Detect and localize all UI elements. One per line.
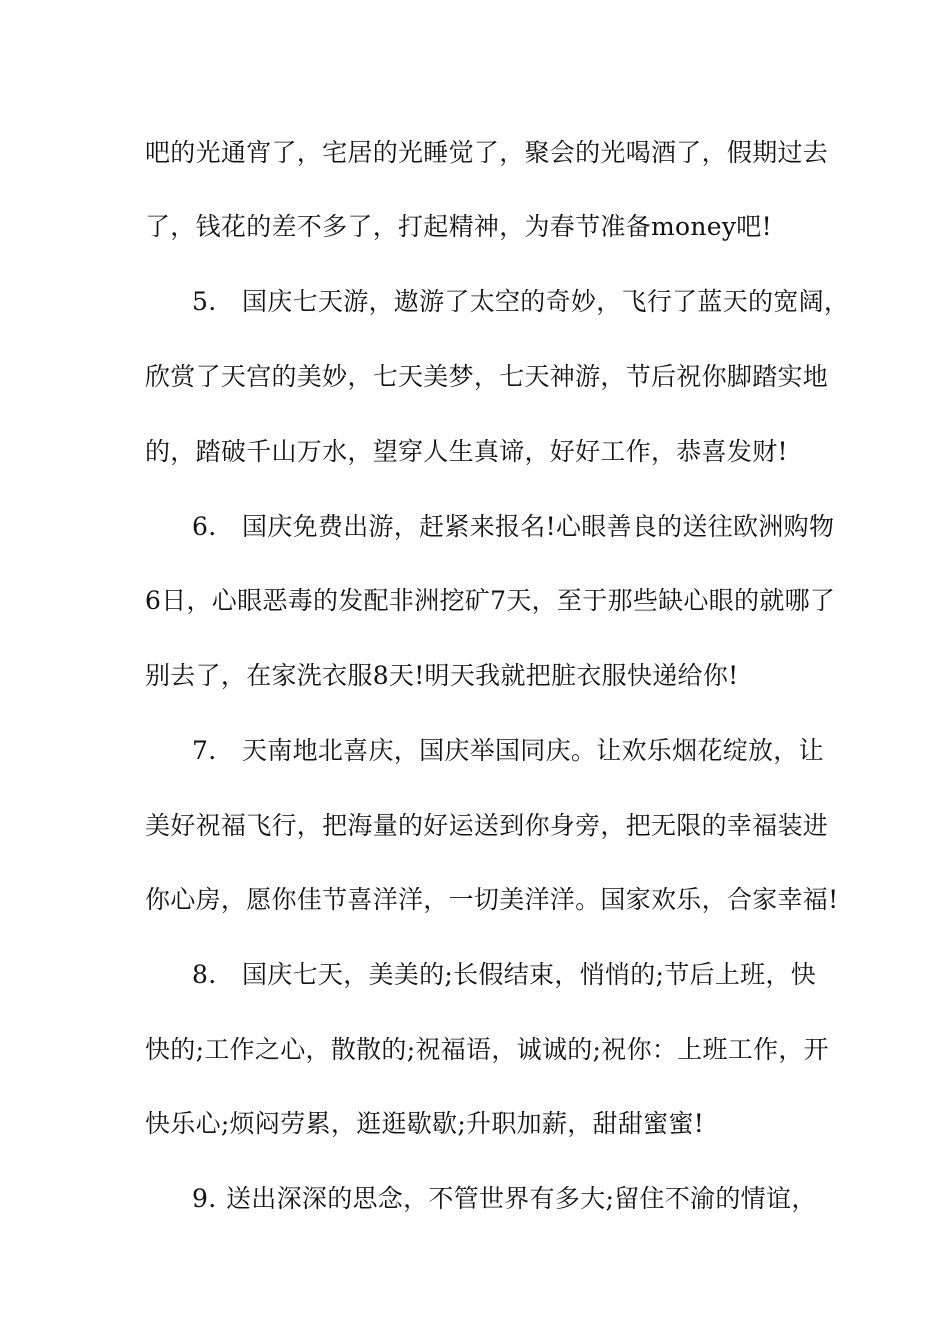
text-line: 你心房，愿你佳节喜洋洋，一切美洋洋。国家欢乐，合家幸福! <box>145 885 839 914</box>
text-line: 快的;工作之心，散散的;祝福语，诚诚的;祝你：上班工作，开 <box>145 1035 829 1064</box>
text-line: 吧的光通宵了，宅居的光睡觉了，聚会的光喝酒了，假期过去 <box>145 138 829 167</box>
paragraph-7-first-line <box>192 736 892 766</box>
item-number: 6. <box>192 512 217 541</box>
text-line: 别去了，在家洗衣服8天!明天我就把脏衣服快递给你! <box>145 661 739 690</box>
text-line: 国庆免费出游，赶紧来报名!心眼善良的送往欧洲购物 <box>242 512 835 541</box>
paragraph-5-first-line <box>192 287 892 317</box>
text-line: 6日，心眼恶毒的发配非洲挖矿7天，至于那些缺心眼的就哪了 <box>145 586 836 615</box>
paragraph-9-first-line <box>192 1184 892 1214</box>
text-line: 送出深深的思念，不管世界有多大;留住不渝的情谊， <box>226 1184 817 1213</box>
text-line: 国庆七天，美美的;长假结束，悄悄的;节后上班，快 <box>242 960 817 989</box>
item-number: 7. <box>192 736 217 765</box>
item-number: 9. <box>192 1184 217 1213</box>
text-line: 的，踏破千山万水，望穿人生真谛，好好工作，恭喜发财! <box>145 437 788 466</box>
text-line: 了，钱花的差不多了，打起精神，为春节准备money吧! <box>145 212 772 241</box>
paragraph-6-first-line <box>192 512 892 542</box>
item-number: 5. <box>192 287 217 316</box>
text-line: 美好祝福飞行，把海量的好运送到你身旁，把无限的幸福装进 <box>145 811 829 840</box>
text-line: 欣赏了天宫的美妙，七天美梦，七天神游，节后祝你脚踏实地 <box>145 362 829 391</box>
text-line: 快乐心;烦闷劳累，逛逛歇歇;升职加薪，甜甜蜜蜜! <box>145 1109 705 1138</box>
text-line: 国庆七天游，遨游了太空的奇妙，飞行了蓝天的宽阔， <box>242 287 850 316</box>
text-line: 天南地北喜庆，国庆举国同庆。让欢乐烟花绽放，让 <box>242 736 824 765</box>
item-number: 8. <box>192 960 217 989</box>
paragraph-8-first-line <box>192 960 892 990</box>
